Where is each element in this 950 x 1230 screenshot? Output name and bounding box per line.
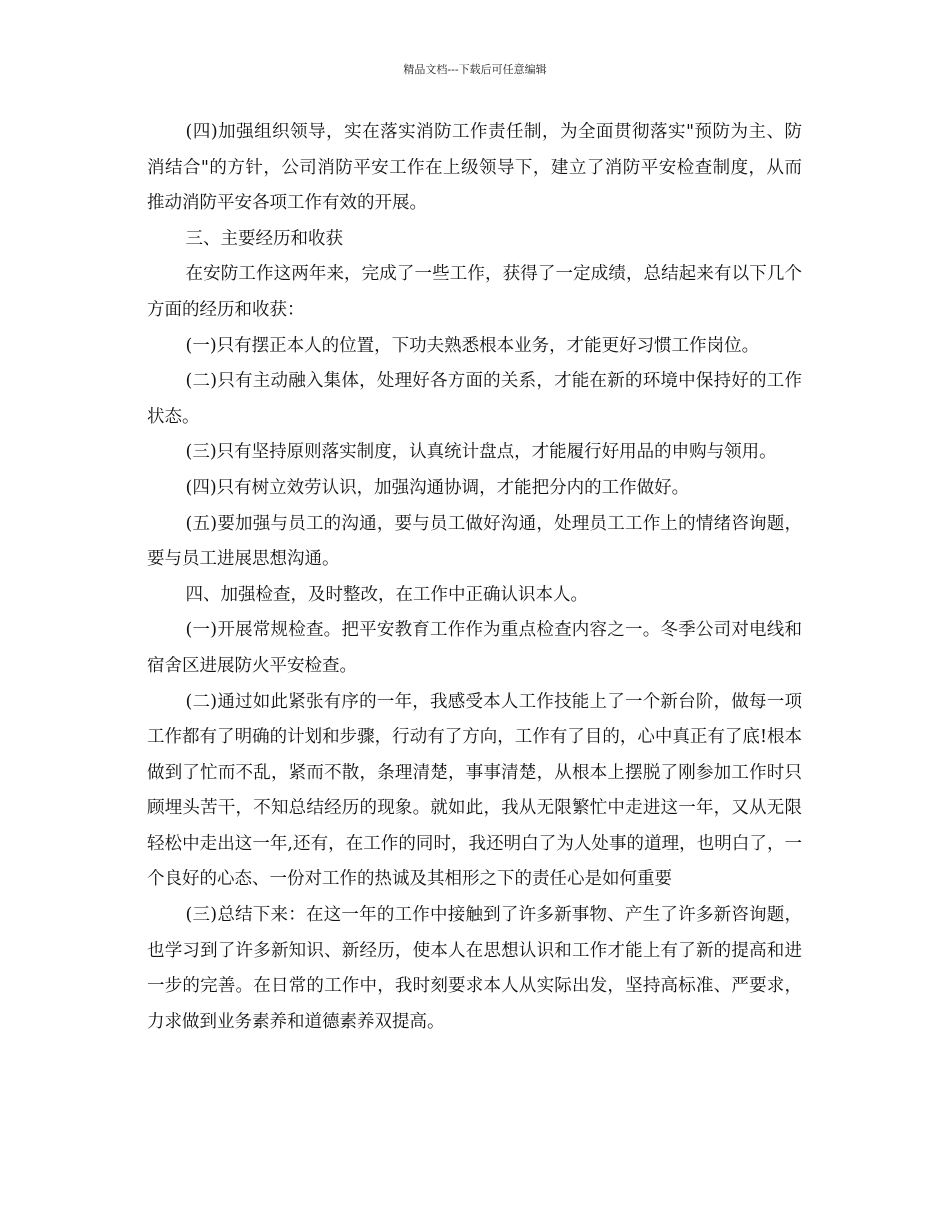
- page-header: 精品文档---下载后可任意编辑: [403, 63, 547, 76]
- list-item: (一)只有摆正本人的位置，下功夫熟悉根本业务，才能更好习惯工作岗位。: [185, 335, 760, 356]
- paragraph: 在安防工作这两年来，完成了一些工作，获得了一定成绩，总结起来有以下几个方面的经历和收获：: [147, 264, 802, 320]
- list-item: (三)总结下来：在这一年的工作中接触到了许多新事物、产生了许多新咨询题，也学习到了许多新知识、新经历，使本人在思想认识和工作才能上有了新的提高和进一步的完善。在日常的工作中，我时刻要求本人从实际出发，坚持高标准、严要求，力求做到业务素养和道德素养双提高。: [147, 905, 802, 1032]
- list-item: (四)只有树立效劳认识，加强沟通协调，才能把分内的工作做好。: [185, 477, 690, 498]
- paragraph: (四)加强组织领导，实在落实消防工作责任制，为全面贯彻落实"预防为主、防消结合"的方针，公司消防平安工作在上级领导下，建立了消防平安检查制度，从而推动消防平安各项工作有效的开展。: [147, 122, 802, 214]
- section-heading: 三、主要经历和收获: [185, 228, 343, 249]
- section-heading: 四、加强检查，及时整改，在工作中正确认识本人。: [185, 584, 588, 605]
- list-item: (五)要加强与员工的沟通，要与员工做好沟通，处理员工工作上的情绪咨询题，要与员工进展思想沟通。: [147, 513, 802, 570]
- list-item: (三)只有坚持原则落实制度，认真统计盘点，才能履行好用品的申购与领用。: [185, 442, 777, 463]
- list-item: (一)开展常规检查。把平安教育工作作为重点检查内容之一。冬季公司对电线和宿舍区进展防火平安检查。: [147, 620, 802, 676]
- document-body: [147, 115, 802, 1040]
- list-item: (二)通过如此紧张有序的一年，我感受本人工作技能上了一个新台阶，做每一项工作都有了明确的计划和步骤，行动有了方向，工作有了目的，心中真正有了底!根本做到了忙而不乱，紧而不散，条理清楚，事事清楚，从根本上摆脱了刚参加工作时只顾埋头苦干，不知总结经历的现象。就如此，我从无限繁忙中走进这一年，又从无限轻松中走出这一年,还有，在工作的同时，我还明白了为人处事的道理，也明白了，一个良好的心态、一份对工作的热诚及其相形之下的责任心是如何重要: [147, 691, 802, 890]
- list-item: (二)只有主动融入集体，处理好各方面的关系，才能在新的环境中保持好的工作状态。: [147, 371, 802, 427]
